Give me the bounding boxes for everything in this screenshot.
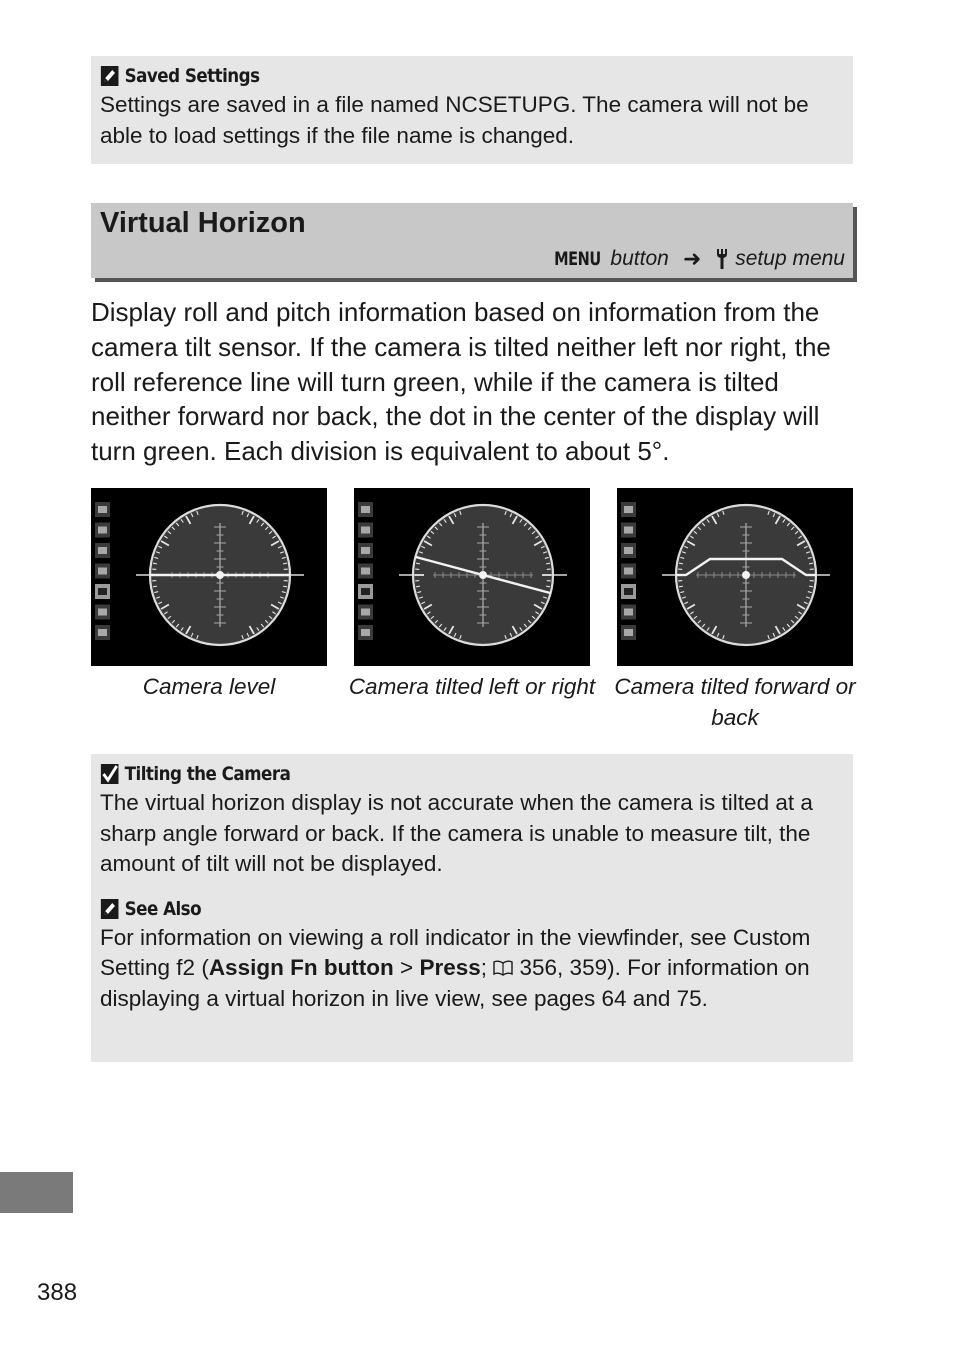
tilting-body: The virtual horizon display is not accurate when the camera is tilted at a sharp angle forward or back. If the camera is unable to measure tilt, the amount of tilt will not be displayed. — [100, 790, 813, 876]
sidebar-wrench-icon — [358, 584, 373, 599]
chapter-tab — [0, 1172, 73, 1213]
sidebar-retouch-icon — [358, 605, 373, 620]
section-header — [91, 203, 853, 278]
dial-tick — [283, 586, 287, 587]
sidebar-camera-icon — [95, 523, 110, 538]
dial-tick — [153, 563, 157, 564]
virtual-horizon-display-roll — [354, 488, 590, 666]
sidebar-recent-settings-icon — [358, 625, 373, 640]
pencil-note-icon — [100, 898, 119, 920]
pencil-note-icon — [100, 65, 119, 87]
see-also-title: See Also — [124, 897, 202, 920]
menu-path — [550, 245, 845, 273]
sidebar-pencil-icon — [621, 564, 636, 579]
sidebar-movie-icon — [621, 543, 636, 558]
saved-settings-body: Settings are saved in a file named NCSETUPG. The camera will not be able to load settings if the file name is changed. — [100, 92, 809, 148]
dial-tick — [809, 586, 813, 587]
figure-camera-tilted-pitch — [617, 488, 853, 666]
sidebar-playback-icon — [358, 502, 373, 517]
caption-camera-level: Camera level — [142, 674, 276, 699]
tilting-and-see-also-notes — [91, 754, 853, 1062]
sidebar-retouch-icon — [621, 605, 636, 620]
pitch-center-dot — [479, 571, 487, 579]
saved-settings-note — [91, 56, 853, 164]
pitch-center-dot — [216, 571, 224, 579]
sidebar-recent-settings-icon — [621, 625, 636, 640]
book-icon — [493, 960, 513, 976]
sidebar-playback-icon — [95, 502, 110, 517]
see-also-separator: > — [393, 955, 420, 980]
intro-paragraph: Display roll and pitch information based on information from the camera tilt sensor. If the camera is tilted neither left nor right, the roll reference line will turn green, while if the camera is tilted neither forward nor back, the dot in the center of the display will turn green. Each division is equivalent to about 5°. — [91, 297, 831, 467]
see-also-body — [100, 923, 844, 1015]
sidebar-movie-icon — [95, 543, 110, 558]
caption-camera-tilted-left-right: Camera tilted left or right — [348, 674, 596, 699]
assign-fn-button-label: Assign Fn button — [208, 955, 394, 980]
tilting-title: Tilting the Camera — [124, 763, 291, 785]
pitch-center-dot — [742, 571, 750, 579]
see-also-text-1: For information on viewing a roll indicator in the viewfinder, see Custom Setting f2 ( — [100, 924, 811, 980]
sidebar-playback-icon — [621, 502, 636, 517]
dial-tick — [809, 563, 813, 564]
see-also-text-3: 356, 359). For information on displaying a virtual horizon in live view, see pages 64 and 75. — [100, 955, 810, 1011]
section-title: Virtual Horizon — [100, 207, 306, 239]
dial-tick — [679, 586, 683, 587]
dial-tick — [283, 563, 287, 564]
dial-tick — [416, 586, 420, 587]
checkmark-caution-icon — [100, 763, 119, 785]
see-also-text-2: ; — [480, 955, 494, 980]
figure-camera-tilted-roll — [354, 488, 590, 666]
sidebar-camera-icon — [358, 523, 373, 538]
sidebar-wrench-icon — [95, 584, 110, 599]
see-also-heading — [100, 895, 755, 923]
dial-tick — [416, 563, 420, 564]
figure-camera-level — [91, 488, 327, 666]
caption-camera-tilted-forward-back: Camera tilted forward or back — [614, 674, 856, 730]
menu-button-label: MENU — [553, 248, 601, 270]
dial-tick — [679, 563, 683, 564]
saved-settings-title: Saved Settings — [124, 65, 260, 87]
sidebar-pencil-icon — [95, 564, 110, 579]
sidebar-retouch-icon — [95, 605, 110, 620]
sidebar-camera-icon — [621, 523, 636, 538]
tilting-heading — [100, 760, 755, 788]
virtual-horizon-display-pitch — [617, 488, 853, 666]
dial-tick — [546, 563, 550, 564]
sidebar-pencil-icon — [358, 564, 373, 579]
dial-tick — [153, 586, 157, 587]
setup-menu-label: setup menu — [735, 247, 845, 270]
sidebar-movie-icon — [358, 543, 373, 558]
press-label: Press — [419, 955, 481, 980]
menu-path-button-text: button — [610, 247, 669, 270]
dial-tick — [546, 586, 550, 587]
sidebar-recent-settings-icon — [95, 625, 110, 640]
sidebar-wrench-icon — [621, 584, 636, 599]
arrow-right-icon: ➜ — [682, 246, 702, 271]
virtual-horizon-display-level — [91, 488, 327, 666]
page-number: 388 — [37, 1279, 78, 1306]
saved-settings-heading — [100, 62, 755, 90]
wrench-icon — [715, 248, 729, 270]
